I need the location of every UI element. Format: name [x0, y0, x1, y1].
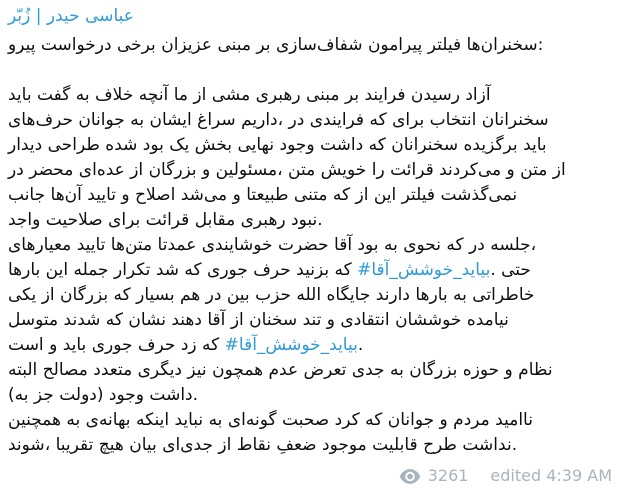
views-count: 3261	[427, 466, 469, 485]
text-run: پیرو درخواست برخی عزیزان مبنی بر شفاف‌سازی پیرامون فیلتر سخنران‌ها:	[8, 35, 544, 55]
text-run: حرف‌های جوانان به ایشان سراغ داریم، در فرایندی که برای انتخاب سخنرانان	[8, 110, 549, 130]
message-line	[8, 283, 622, 308]
views-eye-icon	[399, 469, 421, 484]
text-run: شوند، تقریبا هیچ بیان جدی‌ای از نقاط ضعفِ موجود قابلیت طرح نداشت.	[8, 435, 518, 455]
text-run: (به جز دولت) وجود داشت.	[8, 385, 199, 405]
message-line	[8, 158, 622, 183]
message-line	[8, 383, 622, 408]
message-line	[8, 358, 622, 383]
message-line	[8, 333, 622, 358]
text-run: باید گفت به خلاف آنچه ما از مشی رهبری مبنی بر فرایند رسیدن آزاد	[8, 85, 491, 105]
text-run: جانب آن‌ها تایید و اصلاح می‌شد و طبیعتا متنی که از این فیلتر نمی‌گذشت	[8, 185, 518, 205]
message-line	[8, 233, 622, 258]
channel-name[interactable]	[8, 3, 622, 30]
message-line	[8, 408, 622, 433]
message-line	[8, 133, 622, 158]
message-line	[8, 83, 622, 108]
text-run: یکی از بزرگان که بسیار هم در بین حزب الله جایگاه دارند بارها به خاطراتی	[8, 285, 535, 305]
text-run: است و باید جوری حرف زد که	[8, 335, 220, 355]
text-run: معیارهای تایید متن‌ها عمدتا خوشایندی حضرت آقا بود به نحوی که در جلسه،	[8, 235, 537, 255]
message-line	[8, 58, 622, 83]
message-body	[8, 33, 622, 458]
message-line	[8, 108, 622, 133]
text-run: زُبّر | حیدر عباسی	[8, 6, 134, 26]
message-line	[8, 183, 622, 208]
text-run: در محضر عده‌ای از بزرگان و مسئولین، متن خویش را قرائت می‌کردند و متن از	[8, 160, 566, 180]
message-line	[8, 258, 622, 283]
text-run: بارها این جمله تکرار شد که جوری حرف بزنید که	[8, 260, 352, 280]
text-run: . حتی	[490, 260, 531, 280]
message-line	[8, 433, 622, 458]
edited-timestamp: edited 4:39 AM	[490, 466, 612, 485]
hashtag-link[interactable]: #آقا_خوشش_بیاید	[224, 335, 358, 355]
message-meta	[8, 458, 622, 486]
text-run: همچنین به بهانه‌ی اینکه نباید به گونه‌ای صحبت کرد که جوانان و مردم ناامید	[8, 410, 533, 430]
text-run: البته مصالح متعدد دیگری نیز همچون عدم تعرض جدی به بزرگان حوزه و نظام	[8, 360, 553, 380]
message-line	[8, 33, 622, 58]
text-run: متوسل شدند که نشان دهند آقا از سخنان تند و انتقادی خوششان نیامده	[8, 310, 509, 330]
text-run: دیدار طراحی شده بود یک بخش نهایی وجود داشت که سخنرانان برگزیده باید	[8, 135, 547, 155]
text-run: واجد صلاحیت برای قرائت مقابل رهبری نبود.	[8, 210, 323, 230]
message-line	[8, 208, 622, 233]
message-line	[8, 308, 622, 333]
hashtag-link[interactable]: #آقا_خوشش_بیاید	[357, 260, 491, 280]
text-run: .	[357, 335, 364, 355]
